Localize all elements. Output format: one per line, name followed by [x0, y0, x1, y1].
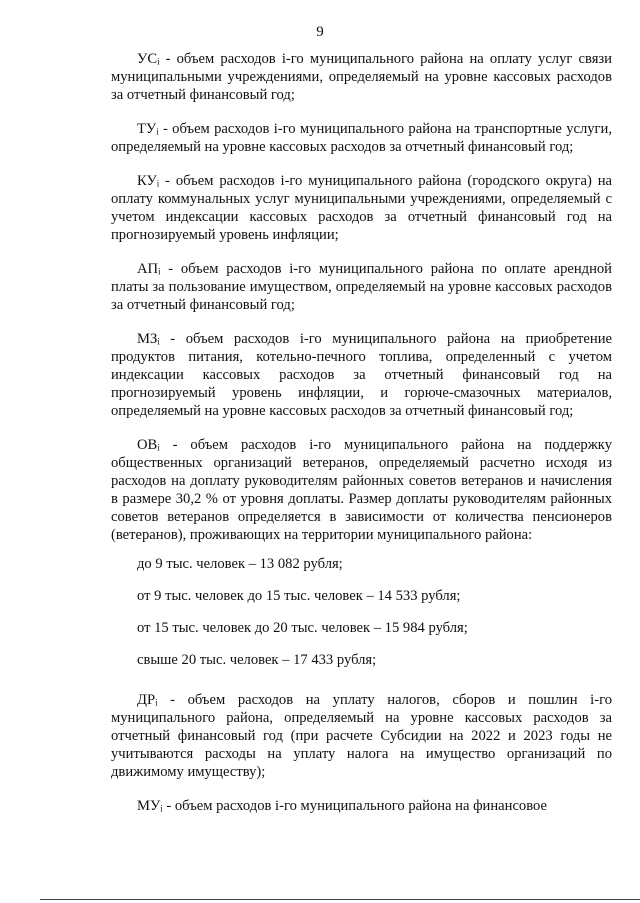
paragraph-ov: ОВᵢ - объем расходов i-го муниципального района на поддержку общественных организаций ветеранов, определяемый расчетно исходя из расходов на доплату руководителям районных советов ветеранов и начисления в размере 30,2 % от уровня доплаты. Размер доплаты руководителям районных советов ветеранов определяется в зависимости от количества пенсионеров (ветеранов), проживающих на территории муниципального района:: [111, 437, 612, 543]
page-number: 9: [316, 24, 324, 40]
list-item: свыше 20 тыс. человек – 17 433 рубля;: [137, 652, 377, 668]
paragraph-mu: МУᵢ - объем расходов i-го муниципального района на финансовое: [137, 798, 547, 814]
paragraph-mz: МЗᵢ - объем расходов i-го муниципального района на приобретение продуктов питания, котельно-печного топлива, определенный с учетом индексации кассовых расходов за отчетный финансовый год на прогнозируемый уровень инфляции, и горюче-смазочных материалов, определяемый на уровне кассовых расходов за отчетный финансовый год;: [111, 331, 612, 419]
veterans-rates-list: [111, 555, 612, 669]
list-item: до 9 тыс. человек – 13 082 рубля;: [137, 556, 343, 572]
list-item: от 9 тыс. человек до 15 тыс. человек – 14 533 рубля;: [137, 588, 461, 604]
paragraph-tu: ТУᵢ - объем расходов i-го муниципального района на транспортные услуги, определяемый на уровне кассовых расходов за отчетный финансовый год;: [111, 121, 612, 155]
page-edge-divider: [40, 899, 640, 900]
list-item: от 15 тыс. человек до 20 тыс. человек – 15 984 рубля;: [137, 620, 468, 636]
paragraph-ku: КУᵢ - объем расходов i-го муниципального района (городского округа) на оплату коммунальных услуг муниципальными учреждениями, определяемый с учетом индексации кассовых расходов за отчетный финансовый год на прогнозируемый уровень инфляции;: [111, 173, 612, 243]
paragraph-dr: ДРᵢ - объем расходов на уплату налогов, сборов и пошлин i-го муниципального района, определяемый на уровне кассовых расходов за отчетный финансовый год (при расчете Субсидии на 2022 и 2023 годы не учитываются расходы на уплату налога на имущество организаций по движимому имуществу);: [111, 692, 612, 780]
paragraph-ap: АПᵢ - объем расходов i-го муниципального района по оплате арендной платы за пользование имуществом, определяемый на уровне кассовых расходов за отчетный финансовый год;: [111, 261, 612, 313]
paragraph-us: УСᵢ - объем расходов i-го муниципального района на оплату услуг связи муниципальными учреждениями, определяемый на уровне кассовых расходов за отчетный финансовый год;: [111, 51, 612, 103]
document-body: [111, 50, 612, 831]
